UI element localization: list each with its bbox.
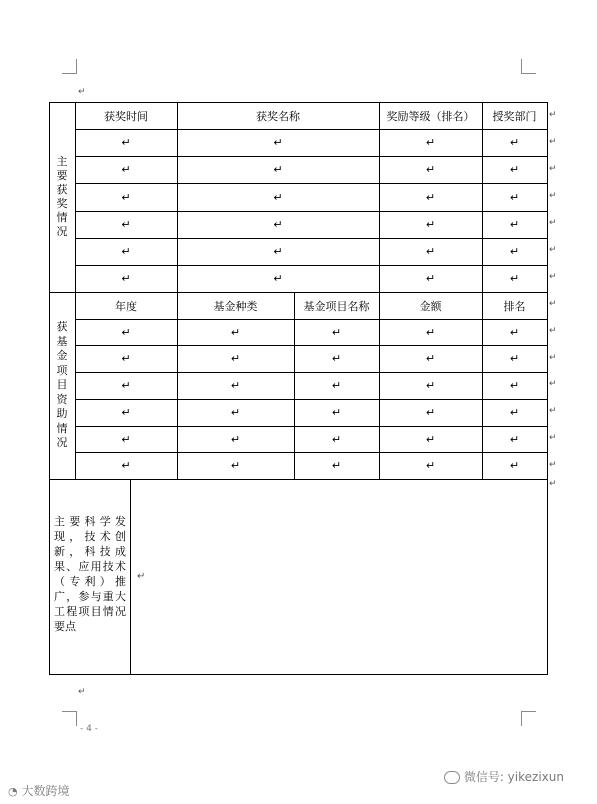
funding-data-cell: ↵ [509, 432, 520, 446]
row-end-mark: ↵ [549, 218, 557, 228]
funding-side-label-char: 金 [56, 349, 68, 363]
awards-header-cell: 奖励等级（排名） [386, 109, 475, 123]
row-end-mark: ↵ [549, 191, 557, 201]
achievements-content[interactable]: ↵ [137, 571, 146, 582]
funding-side-label-char: 资 [56, 392, 68, 406]
row-end-mark: ↵ [549, 353, 557, 363]
funding-header-cell: 金额 [419, 299, 442, 313]
awards-side-label-char: 获 [56, 183, 68, 196]
funding-data-cell: ↵ [121, 406, 131, 419]
awards-data-cell: ↵ [425, 218, 436, 231]
row-end-mark: ↵ [549, 164, 557, 174]
funding-header-cell: 基金项目名称 [303, 299, 370, 313]
funding-data-cell: ↵ [509, 459, 520, 472]
funding-data-cell: ↵ [425, 325, 436, 339]
awards-side-label-char: 要 [56, 169, 68, 182]
funding-data-cell: ↵ [509, 325, 520, 339]
achievements-label: 主要科学发现，技术创新，科技成果、应用技术（专利）推广，参与重大工程项目情况要点 [54, 515, 126, 633]
row-end-mark: ↵ [549, 110, 557, 120]
funding-data-cell: ↵ [331, 406, 342, 419]
awards-data-cell: ↵ [121, 136, 131, 149]
funding-data-cell: ↵ [121, 379, 131, 392]
awards-data-cell: ↵ [273, 163, 283, 176]
awards-header-cell: 获奖名称 [256, 109, 300, 123]
table-border-bottom [49, 674, 548, 675]
funding-data-cell: ↵ [331, 325, 342, 339]
table-border-right [547, 102, 548, 675]
funding-data-cell: ↵ [121, 459, 131, 472]
row-end-mark: ↵ [549, 299, 557, 309]
paragraph-mark: ↵ [78, 687, 86, 697]
funding-header-cell: 排名 [503, 299, 526, 313]
funding-data-cell: ↵ [425, 352, 436, 365]
funding-data-cell: ↵ [331, 459, 342, 472]
awards-data-cell: ↵ [425, 163, 436, 176]
funding-side-label-char: 获 [56, 320, 68, 334]
row-end-mark: ↵ [549, 245, 557, 255]
row-end-mark: ↵ [549, 326, 557, 336]
awards-data-cell: ↵ [121, 245, 131, 258]
awards-side-label-char: 奖 [56, 197, 68, 210]
row-end-mark: ↵ [549, 379, 557, 389]
funding-data-cell: ↵ [230, 352, 241, 365]
awards-data-cell: ↵ [273, 218, 283, 231]
funding-data-cell: ↵ [230, 325, 241, 339]
awards-data-cell: ↵ [425, 136, 436, 149]
section-rule [49, 479, 548, 480]
funding-data-cell: ↵ [509, 352, 520, 365]
awards-data-cell: ↵ [273, 245, 283, 258]
funding-data-cell: ↵ [425, 379, 436, 392]
crop-mark-top-right [521, 59, 536, 74]
awards-data-cell: ↵ [121, 163, 131, 176]
awards-data-cell: ↵ [273, 190, 283, 204]
funding-side-label-char: 目 [56, 378, 68, 392]
funding-data-cell: ↵ [425, 406, 436, 419]
crop-mark-bottom-left [62, 711, 77, 726]
awards-data-cell: ↵ [121, 190, 131, 204]
awards-data-cell: ↵ [121, 272, 131, 285]
awards-data-cell: ↵ [425, 245, 436, 258]
funding-data-cell: ↵ [230, 459, 241, 472]
watermark-left [8, 782, 69, 799]
awards-data-cell: ↵ [509, 190, 520, 204]
funding-header-cell: 年度 [115, 299, 137, 313]
watermark-right-text: 微信号: yikezixun [463, 770, 564, 784]
funding-data-cell: ↵ [230, 432, 241, 446]
funding-data-cell: ↵ [509, 379, 520, 392]
crop-mark-bottom-right [521, 711, 536, 726]
page-number: - 4 - [80, 724, 98, 734]
funding-side-label-char: 基 [56, 334, 68, 348]
row-end-mark: ↵ [549, 479, 557, 489]
funding-data-cell: ↵ [331, 432, 342, 446]
awards-data-cell: ↵ [273, 136, 283, 149]
funding-data-cell: ↵ [425, 459, 436, 472]
awards-side-label-char: 情 [56, 211, 68, 224]
funding-data-cell: ↵ [509, 406, 520, 419]
funding-side-label-char: 项 [56, 363, 68, 377]
funding-header-cell: 基金种类 [213, 299, 258, 313]
funding-data-cell: ↵ [121, 325, 131, 339]
wechat-icon [444, 771, 460, 784]
funding-data-cell: ↵ [121, 352, 131, 365]
awards-header-cell: 获奖时间 [104, 109, 148, 123]
awards-data-cell: ↵ [425, 190, 436, 204]
awards-data-cell: ↵ [425, 272, 436, 285]
funding-side-label-char: 情 [56, 421, 68, 435]
awards-header-cell: 授奖部门 [492, 109, 537, 123]
paragraph-mark: ↵ [78, 87, 86, 97]
row-end-mark: ↵ [549, 272, 557, 282]
awards-data-cell: ↵ [509, 272, 520, 285]
awards-data-cell: ↵ [509, 136, 520, 149]
awards-data-cell: ↵ [509, 245, 520, 258]
funding-side-label [49, 292, 75, 479]
watermark-left-text: 大数跨境 [21, 784, 70, 798]
row-end-mark: ↵ [549, 137, 557, 147]
achievements-col-rule [130, 479, 131, 675]
awards-data-cell: ↵ [509, 218, 520, 231]
awards-side-label-char: 主 [56, 155, 68, 168]
awards-side-label [49, 102, 75, 292]
row-end-mark: ↵ [549, 460, 557, 470]
awards-side-label-char: 况 [56, 225, 68, 238]
funding-data-cell: ↵ [331, 352, 342, 365]
funding-side-label-char: 助 [56, 407, 68, 421]
awards-data-cell: ↵ [509, 163, 520, 176]
funding-data-cell: ↵ [121, 432, 131, 446]
row-end-mark: ↵ [549, 433, 557, 443]
funding-data-cell: ↵ [230, 379, 241, 392]
watermark-right [444, 768, 564, 785]
crop-mark-top-left [62, 59, 77, 74]
awards-data-cell: ↵ [121, 218, 131, 231]
funding-data-cell: ↵ [331, 379, 342, 392]
funding-data-cell: ↵ [425, 432, 436, 446]
funding-data-cell: ↵ [230, 406, 241, 419]
weibo-icon: ◔ [8, 785, 18, 798]
awards-data-cell: ↵ [273, 272, 283, 285]
row-end-mark: ↵ [549, 406, 557, 416]
funding-side-label-char: 况 [56, 436, 68, 450]
